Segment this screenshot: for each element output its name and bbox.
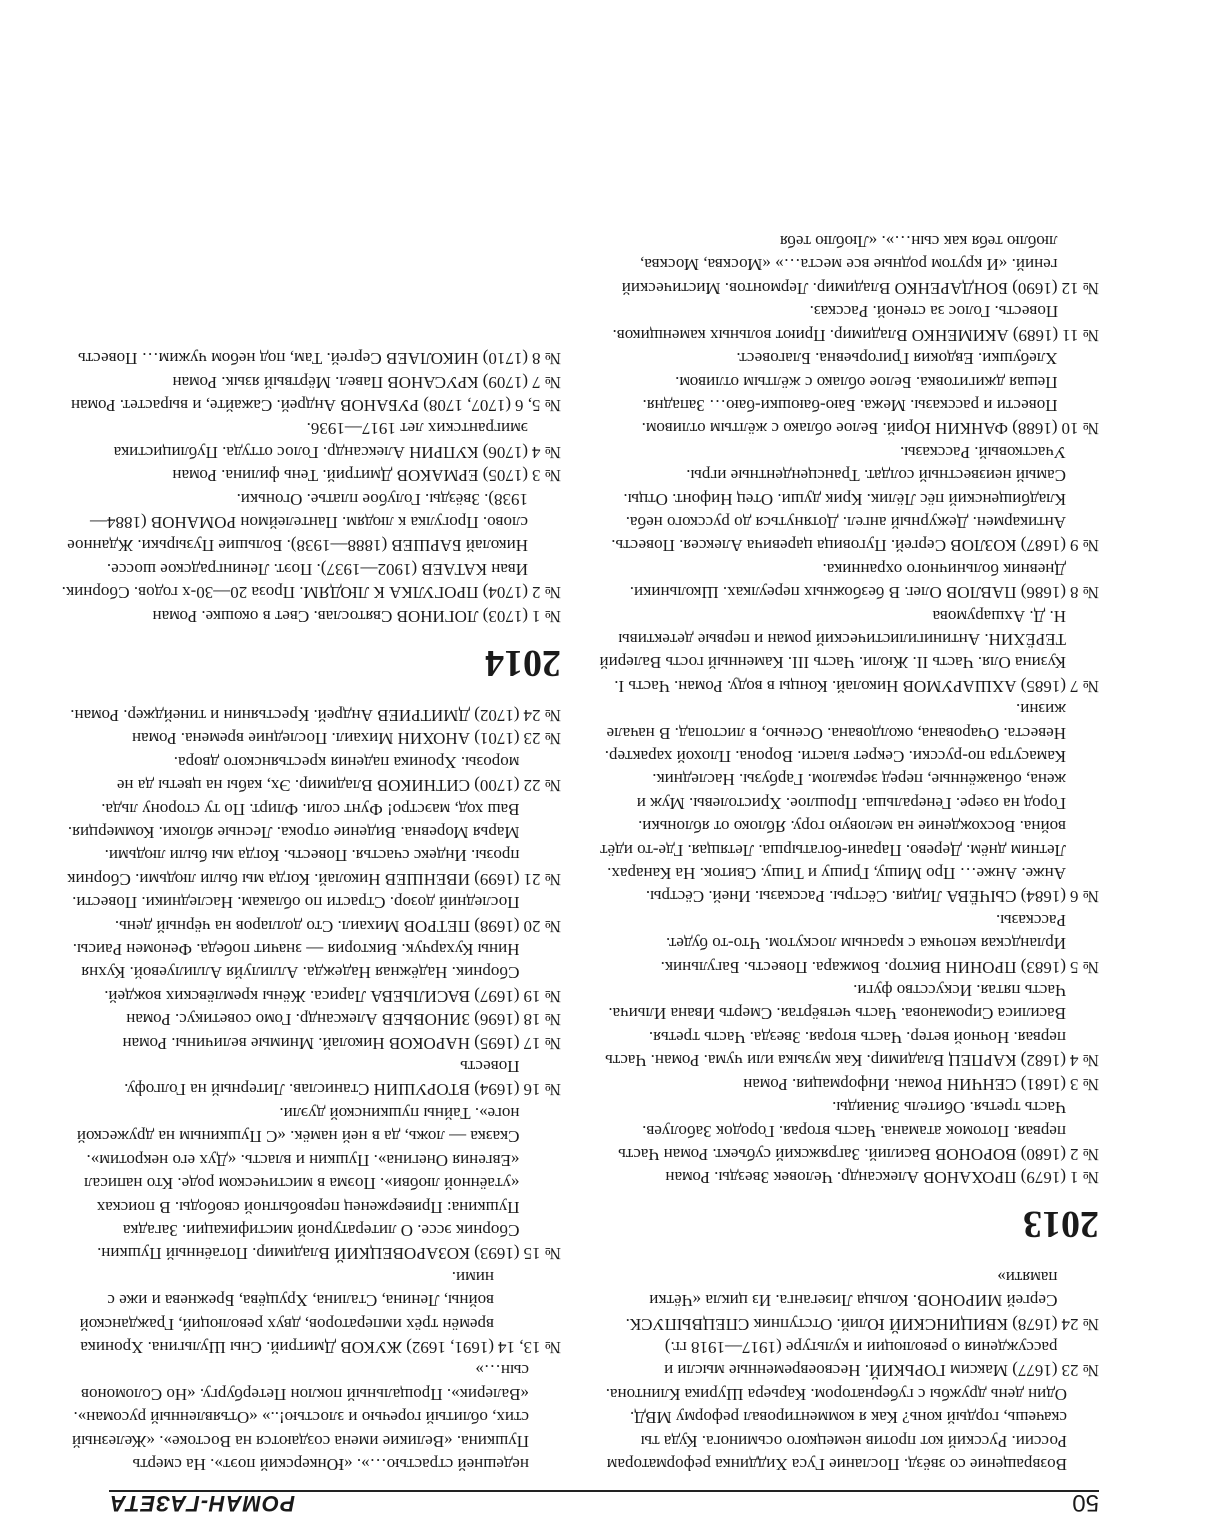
catalog-entry	[599, 908, 1099, 978]
entry-text: (1700) СИТНИКОВ Владимир. Эх, кабы на цветы да не морозы. Хроника падения крестьянского двора.	[116, 752, 520, 796]
left-column	[599, 230, 1099, 1476]
entry-text: (1684) СЫЧЁВА Лидия. Сёстры. Рассказы. Иней. Сёстры. Анже. Анже… Про Мишу, Гришу и Тишу. Свиток. На Канарах. Летним днём. Дерево. Парани-богатырша. Летящая. Где-то идёт война. Восхождение на меловую гору. Яблоко от яблоньки. Город на озере. Генеральша. Прошлое. Христолевы. Муж и жена, обнажённые, перед зеркалом. Гарбузы. Наследник. Камасутра по-русски. Секрет власти. Ворона. Плохой характер. Невеста. Очарована, околдована. Осенью, в листопад. В начале жизни.	[600, 700, 1067, 907]
entry-number: № 4	[1070, 1051, 1099, 1071]
continued-text: недешней страстью…». «Юнкерский поэт». На смерть Пушкина. «Великие имена создаются на Востоке». «Железный стих, облитый горечью и злостью!..» «Отъявленный русоман». «Валерик». Прощальный поклон Петербургу. «Но Соломонов сын…»	[72, 1361, 529, 1474]
entry-text: (1707, 1708) РУБАНОВ Андрей. Сажайте, и вырастет. Роман	[70, 395, 512, 415]
entry-text: (1695) НАРОКОВ Николай. Мнимые величины. Роман	[122, 1033, 520, 1053]
entry-list	[599, 230, 1099, 1190]
entry-number: № 24	[1061, 1314, 1099, 1334]
entry-number: № 22	[523, 776, 561, 796]
entry-text: (1703) ЛОГИНОВ Святослав. Свет в окошке. Роман	[152, 606, 529, 626]
entry-text: (1677) Максим ГОРЬКИЙ. Несвоевременные мысли и рассуждения о революции и культуре (1917—1918 гг.)	[664, 1337, 1058, 1381]
catalog-entry	[61, 1102, 561, 1266]
entry-number: № 11	[1062, 325, 1099, 345]
entry-number: № 2	[532, 583, 561, 603]
catalog-entry	[61, 464, 561, 487]
entry-text: (1690) БОНДАРЕНКО Владимир. Лермонтов. Мистический гений. «И крутом родные все места…» «Москва, Москва, люблю тебя как сын…». «Люблю тебя	[621, 232, 1058, 298]
entry-number: № 13, 14	[498, 1337, 561, 1357]
catalog-entry	[599, 347, 1099, 441]
entry-list	[61, 704, 561, 1359]
catalog-entry	[599, 230, 1099, 300]
entry-text: (1709) КРУСАНОВ Павел. Мёртвый язык. Роман	[172, 372, 529, 392]
entry-number: № 3	[1070, 1074, 1099, 1094]
entry-text: (1696) ЗИНОВЬЕВ Александр. Гомо советикус. Роман	[126, 1010, 520, 1030]
entry-number: № 16	[523, 1080, 561, 1100]
entry-number: № 5	[1070, 957, 1099, 977]
catalog-entry	[61, 891, 561, 938]
entry-number: № 12	[1061, 278, 1099, 298]
entry-number: № 1	[1070, 1168, 1099, 1188]
entry-number: № 9	[1070, 536, 1099, 556]
entry-text: (1682) КАРПЕЦ Владимир. Как музыка или чума. Роман. Часть первая. Ночной ветер. Часть вторая. Звезда. Часть третья. Василиса Сироманова. Часть четвёртая. Смерть Ивана Ильича. Часть пятая. Искусство фуги.	[605, 981, 1067, 1071]
catalog-entry	[599, 1336, 1099, 1383]
entry-number: № 24	[523, 706, 561, 725]
page-number: 50	[1072, 1489, 1099, 1516]
right-column	[61, 347, 561, 1476]
catalog-entry	[599, 604, 1099, 698]
catalog-entry	[61, 487, 561, 604]
entry-number: № 23	[523, 729, 561, 749]
entry-text: (1701) АНОХИН Михаил. Последние времена. Роман	[132, 729, 520, 749]
catalog-entry	[61, 347, 561, 370]
page-header	[109, 1490, 1099, 1516]
entry-number: № 8	[532, 349, 561, 369]
catalog-entry	[61, 1265, 561, 1359]
catalog-entry	[61, 417, 561, 464]
entry-number: № 5, 6	[515, 395, 561, 415]
entry-number: № 23	[1061, 1361, 1099, 1381]
entry-number: № 10	[1061, 419, 1099, 439]
entry-text: (1679) ПРОХАНОВ Александр. Человек Звезды. Роман	[665, 1168, 1067, 1188]
catalog-entry	[61, 370, 561, 393]
entry-number: № 21	[523, 869, 561, 889]
catalog-entry	[61, 704, 561, 727]
catalog-entry	[599, 1265, 1099, 1335]
catalog-entry	[61, 394, 561, 417]
catalog-entry	[599, 1166, 1099, 1189]
entry-text: (1689) АКИМЕНКО Владимир. Приют вольных каменщиков. Повесть. Голос за стеной. Рассказ.	[612, 302, 1059, 345]
entry-text: (1694) ВТОРУШИН Станислав. Литерный на Голгофу. Повесть	[124, 1057, 520, 1100]
entry-number: № 18	[523, 1010, 561, 1030]
entry-text: (1710) НИКОЛАЕВ Сергей. Там, под небом чужим… Повесть	[77, 349, 529, 369]
catalog-entry	[61, 938, 561, 1008]
catalog-entry	[599, 1072, 1099, 1095]
entry-text: (1706) КУПРИН Александр. Голос оттуда. Публицистика эмигрантских лет 1917—1936.	[113, 419, 529, 462]
catalog-entry	[61, 1055, 561, 1102]
entry-text: (1681) СЕНЧИН Роман. Информация. Роман	[743, 1074, 1067, 1094]
entry-text: (1697) ВАСИЛЬЕВА Лариса. Жёны кремлёвских вождей. Сборник. Надёжная Надежда. Аллилуйя Аллилуевой. Кухня Нины Кухарчук. Виктория — значит победа. Феномен Раисы.	[72, 940, 520, 1006]
entry-number: № 15	[523, 1244, 561, 1264]
continued-text: Возвращение со звёзд. Послание Гуса Хиддинка реформаторам России. Русский кот против немецкого осьминога. Куда ты скачешь, гордый конь? Как я комментировал реформу МВД. Один день дружбы с губернатором. Карьера Шурика Клинтона.	[605, 1384, 1067, 1474]
entry-number: № 17	[523, 1033, 561, 1053]
entry-text: (1688) ФАНКИН Юрий. Белое облако с жёлтым отливом. Повести и рассказы. Межа. Баю-баюшки-баю… Западня. Пешая джигитовка. Белое облако с жёлтым отливом. Хлебушки. Евдокия Григорьевна. Благовест.	[641, 349, 1058, 439]
entry-number: № 3	[532, 466, 561, 486]
entry-text: (1683) ПРОНИН Виктор. Бомжара. Повесть. Багульник. Ирландская кепочка с красным лоскутом. Что-то будет. Рассказы.	[660, 910, 1067, 977]
entry-list	[61, 347, 561, 628]
entry-number: № 6	[1070, 887, 1099, 907]
catalog-entry	[599, 300, 1099, 347]
entry-text: (1704) ПРОГУЛКА К ЛЮДЯМ. Проза 20—30-х годов. Сборник. Иван КАТАЕВ (1902—1937). Поэт. Ленинградское шоссе. Николай БАРШЕВ (1888—1938). Большие Пузырьки. Жданное слово. Прогулка к людям. Пантелеймон РОМАНОВ (1884—1938). Звёзды. Голубое платье. Огоньки.	[61, 489, 529, 603]
year-heading: 2014	[485, 641, 561, 684]
entry-number: № 1	[532, 606, 561, 626]
entry-number: № 7	[532, 372, 561, 392]
catalog-entry	[599, 440, 1099, 557]
entry-list	[599, 1265, 1099, 1382]
entry-number: № 20	[523, 916, 561, 936]
catalog-entry	[61, 750, 561, 797]
entry-text: (1698) ПЕТРОВ Михаил. Сто долларов на чёрный день. Последний дозор. Страсти по облакам. Наследники. Повести.	[72, 893, 520, 936]
entry-text: (1685) АХШАРУМОВ Николай. Концы в воду. Роман. Часть I. Кузина Оля. Часть II. Жюли. Часть III. Каменный гость Валерий ТЕРЁХИН. Антинигилистический роман и первые детективы Н. Д. Ахшарумова	[599, 606, 1067, 696]
catalog-entry	[599, 698, 1099, 909]
catalog-entry	[599, 1096, 1099, 1166]
year-heading: 2013	[1023, 1203, 1099, 1246]
entry-number: № 19	[523, 986, 561, 1006]
catalog-entry	[61, 604, 561, 627]
entry-text: (1680) ВОРОНОВ Василий. Загряжский субъект. Роман Часть первая. Потомок атамана. Часть вторая. Городок Заболуев. Часть третья. Обитель Зинаиды.	[618, 1098, 1067, 1164]
entry-text: (1702) ДМИТРИЕВ Андрей. Крестьянин и тинейджер. Роман.	[70, 706, 520, 725]
entry-text: (1686) ПАВЛОВ Олег. В безбожных переулках. Школьники. Дневник больничного охранника.	[629, 559, 1067, 603]
entry-text: (1678) КВИЦИНСКИЙ Юлий. Отступник СПЕЦВЫПУСК. Сергей МИРОНОВ. Кольца Лизеганга. Из цикла «Чётки памяти»	[625, 1267, 1058, 1334]
journal-brand: РОМАН-ГАЗЕТА	[109, 1491, 295, 1516]
entry-text: (1687) КОЗЛОВ Сергей. Пуговица царевича Алексея. Повесть. Антикармен. Дежурный ангел. Дотянуться до русского неба. Кладбищенский пёс Лёлик. Крик души. Отец Нифонт. Отцы. Самый неизвестный солдат. Трансцендентные игры. Участковый. Рассказы.	[611, 442, 1067, 556]
entry-number: № 2	[1070, 1144, 1099, 1164]
entry-text: (1699) ИВЕНШЕВ Николай. Когда мы были людьми. Сборник прозы. Индекс счастья. Повесть. Когда мы были людьми. Марья Моревна. Видение отрока. Лесные яблоки. Коммерция. Ваш ход, маэстро! Фунт соли. Флирт. По ту сторону льда.	[67, 799, 520, 889]
catalog-entry	[61, 797, 561, 891]
catalog-entry	[61, 1008, 561, 1031]
catalog-entry	[61, 1031, 561, 1054]
entry-text: (1691, 1692) ЖУКОВ Дмитрий. Сны Шульгина. Хроника времён трёх императоров, двух революций, Гражданской войны, Ленина, Сталина, Хрущёва, Брежнева и иже с ними.	[79, 1267, 495, 1357]
entry-text: (1705) ЕРМАКОВ Дмитрий. Тень филина. Роман	[172, 466, 529, 486]
entry-text: (1693) КОЗАРОВЕЦКИЙ Владимир. Потаённый Пушкин. Сборник эссе. О литературной мистификации. Загадка Пушкина: Приверженец первобытной свободы. В поисках «утаённой любви». Поэма в мистическом роде. Кто написал «Евгения Онегина». Пушкин и власть. «Дух его некротим». Сказка — ложь, да в ней намёк. «С Пушкиным на дружеской ноге». Тайны пушкинской дуэли.	[76, 1103, 520, 1264]
entry-number: № 7	[1070, 676, 1099, 696]
catalog-entry	[599, 979, 1099, 1073]
entry-number: № 8	[1070, 583, 1099, 603]
catalog-entry	[61, 727, 561, 750]
entry-number: № 4	[532, 442, 561, 462]
catalog-entry	[599, 557, 1099, 604]
